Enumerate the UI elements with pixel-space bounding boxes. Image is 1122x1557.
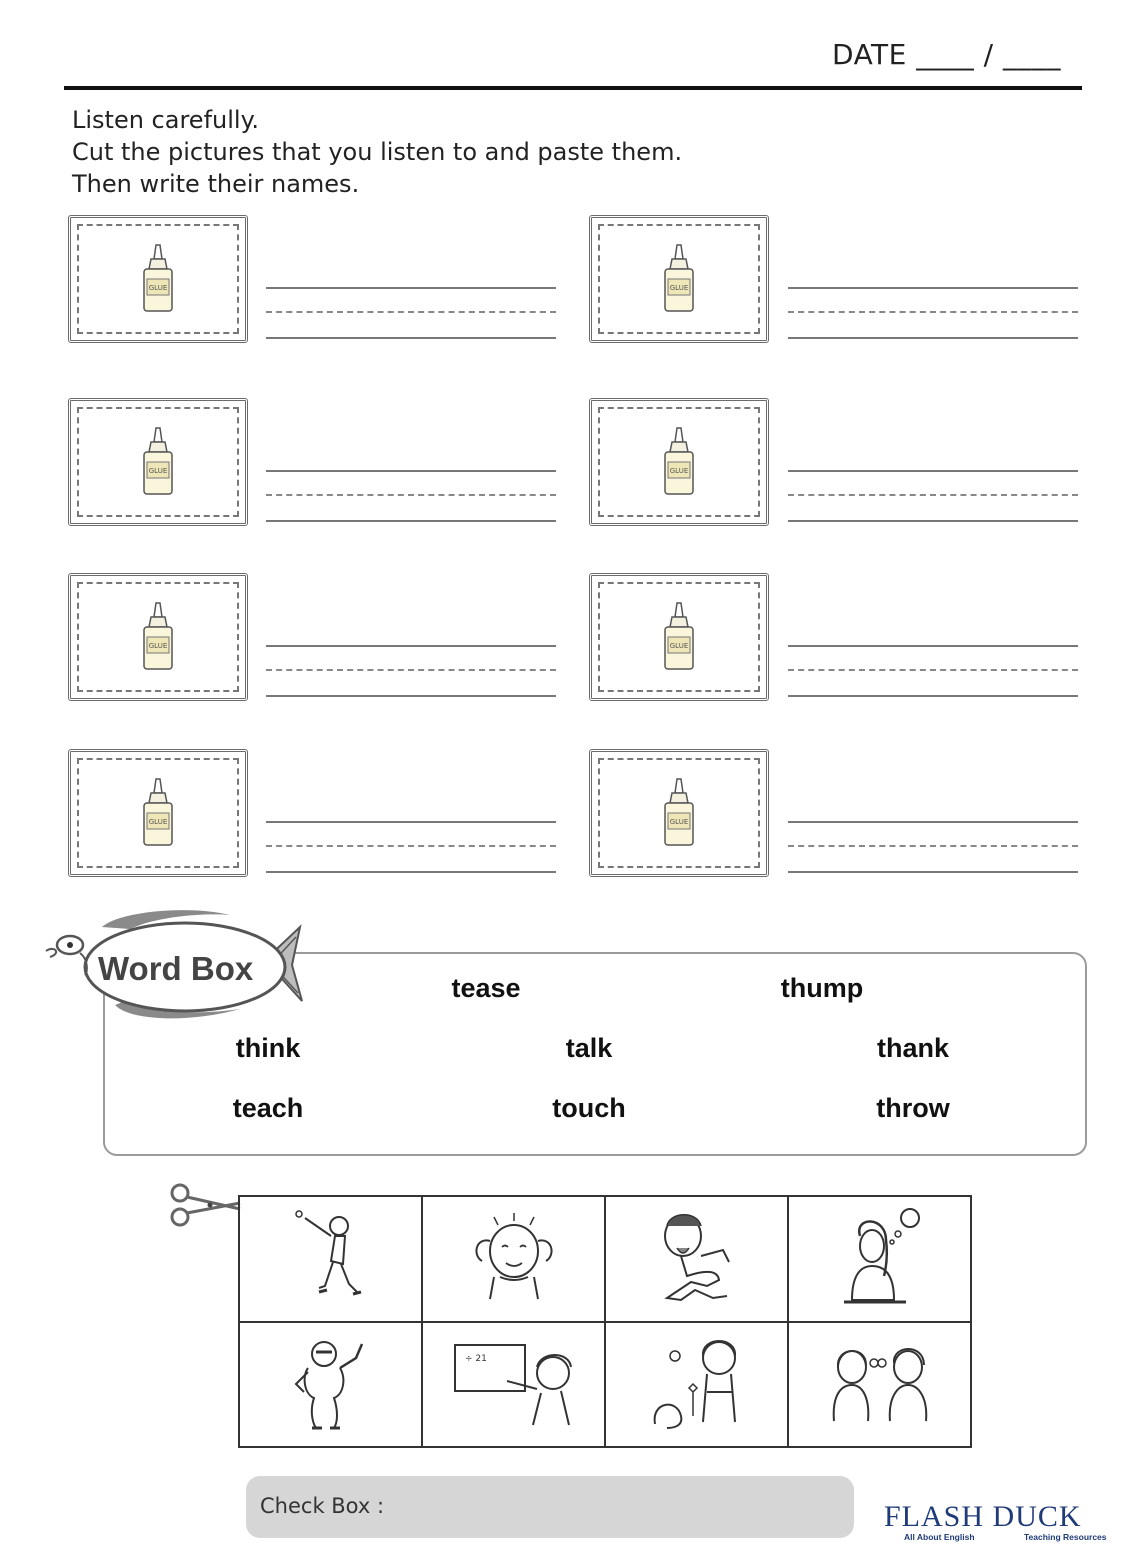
- instruction-line-2: Cut the pictures that you listen to and paste them.: [72, 138, 683, 166]
- gorilla-thumping-chest-icon: [286, 1332, 376, 1432]
- writing-line-bottom: [788, 695, 1078, 697]
- svg-text:÷ 21: ÷ 21: [464, 1353, 487, 1364]
- cut-picture-cell[interactable]: [239, 1196, 422, 1322]
- paste-box[interactable]: [589, 749, 769, 877]
- instruction-line-3: Then write their names.: [72, 170, 360, 198]
- person-thinking-icon: [830, 1206, 930, 1306]
- cut-picture-cell[interactable]: [422, 1196, 605, 1322]
- writing-line-bottom: [788, 520, 1078, 522]
- word-thump: thump: [780, 973, 864, 1003]
- glue-label: GLUE: [669, 818, 689, 826]
- paste-box[interactable]: [68, 398, 248, 526]
- glue-bottle-icon: [659, 777, 699, 849]
- glue-label: GLUE: [669, 467, 689, 475]
- glue-label: GLUE: [148, 642, 168, 650]
- glue-bottle-icon: [659, 426, 699, 498]
- writing-line-top: [266, 821, 556, 823]
- cut-picture-cell[interactable]: [788, 1322, 971, 1448]
- writing-line-top: [788, 645, 1078, 647]
- logo-tagline-right: Teaching Resources: [1024, 1532, 1107, 1542]
- flash-duck-logo: [884, 1498, 1110, 1548]
- writing-line-bottom: [788, 337, 1078, 339]
- glue-bottle-icon: [659, 601, 699, 673]
- writing-line-mid-dashed: [788, 845, 1078, 847]
- instructions: [72, 104, 682, 200]
- writing-line-mid-dashed: [266, 494, 556, 496]
- writing-line-bottom: [788, 871, 1078, 873]
- glue-label: GLUE: [148, 818, 168, 826]
- cut-picture-cell[interactable]: [605, 1196, 788, 1322]
- instruction-line-1: Listen carefully.: [72, 106, 259, 134]
- glue-label: GLUE: [669, 642, 689, 650]
- writing-lines[interactable]: [788, 821, 1078, 877]
- paste-box[interactable]: [68, 749, 248, 877]
- date-field: DATE ____ / ____: [832, 38, 1061, 71]
- writing-lines[interactable]: [788, 645, 1078, 701]
- logo-wordmark: FLASH DUCK: [884, 1500, 1082, 1533]
- writing-line-mid-dashed: [266, 311, 556, 313]
- writing-line-top: [266, 645, 556, 647]
- writing-line-bottom: [266, 695, 556, 697]
- child-touching-head-icon: [464, 1211, 564, 1301]
- writing-line-bottom: [266, 337, 556, 339]
- writing-line-top: [788, 821, 1078, 823]
- person-throwing-icon: [291, 1206, 371, 1306]
- word-think: think: [235, 1033, 301, 1063]
- glue-label: GLUE: [669, 284, 689, 292]
- writing-lines[interactable]: [266, 821, 556, 877]
- writing-line-mid-dashed: [788, 311, 1078, 313]
- glue-bottle-icon: [138, 777, 178, 849]
- two-people-talking-icon: [820, 1337, 940, 1427]
- writing-lines[interactable]: [266, 470, 556, 526]
- child-teasing-icon: [647, 1206, 747, 1306]
- teacher-at-board-icon: [449, 1337, 579, 1427]
- header-rule: [64, 86, 1082, 90]
- writing-lines[interactable]: [266, 645, 556, 701]
- glue-bottle-icon: [138, 601, 178, 673]
- word-throw: throw: [876, 1093, 950, 1123]
- glue-label: GLUE: [148, 467, 168, 475]
- writing-lines[interactable]: [266, 287, 556, 343]
- glue-bottle-icon: [138, 426, 178, 498]
- writing-lines[interactable]: [788, 287, 1078, 343]
- paste-box[interactable]: [589, 215, 769, 343]
- paste-box[interactable]: [68, 215, 248, 343]
- glue-bottle-icon: [659, 243, 699, 315]
- writing-line-top: [788, 470, 1078, 472]
- writing-line-mid-dashed: [788, 494, 1078, 496]
- paste-box[interactable]: [589, 573, 769, 701]
- word-talk: talk: [565, 1033, 613, 1063]
- child-giving-flower-thank-icon: [637, 1332, 757, 1432]
- writing-line-top: [266, 287, 556, 289]
- cut-out-picture-grid: [238, 1195, 972, 1448]
- cut-picture-cell[interactable]: [239, 1322, 422, 1448]
- check-box-label: Check Box :: [260, 1494, 385, 1518]
- word-touch: touch: [552, 1093, 626, 1123]
- glue-bottle-icon: [138, 243, 178, 315]
- cut-picture-cell[interactable]: [788, 1196, 971, 1322]
- writing-line-mid-dashed: [266, 845, 556, 847]
- writing-line-top: [266, 470, 556, 472]
- check-box[interactable]: [246, 1476, 854, 1538]
- cut-picture-cell[interactable]: [422, 1322, 605, 1448]
- scissors-icon: [166, 1183, 242, 1229]
- writing-line-top: [788, 287, 1078, 289]
- word-teach: teach: [232, 1093, 304, 1123]
- writing-lines[interactable]: [788, 470, 1078, 526]
- word-box-title: Word Box: [98, 950, 254, 987]
- paste-box[interactable]: [589, 398, 769, 526]
- cut-picture-cell[interactable]: [605, 1322, 788, 1448]
- writing-line-mid-dashed: [788, 669, 1078, 671]
- word-tease: tease: [451, 973, 521, 1003]
- writing-line-mid-dashed: [266, 669, 556, 671]
- writing-line-bottom: [266, 871, 556, 873]
- word-thank: thank: [876, 1033, 950, 1063]
- glue-label: GLUE: [148, 284, 168, 292]
- logo-tagline-left: All About English: [904, 1532, 975, 1542]
- writing-line-bottom: [266, 520, 556, 522]
- paste-box[interactable]: [68, 573, 248, 701]
